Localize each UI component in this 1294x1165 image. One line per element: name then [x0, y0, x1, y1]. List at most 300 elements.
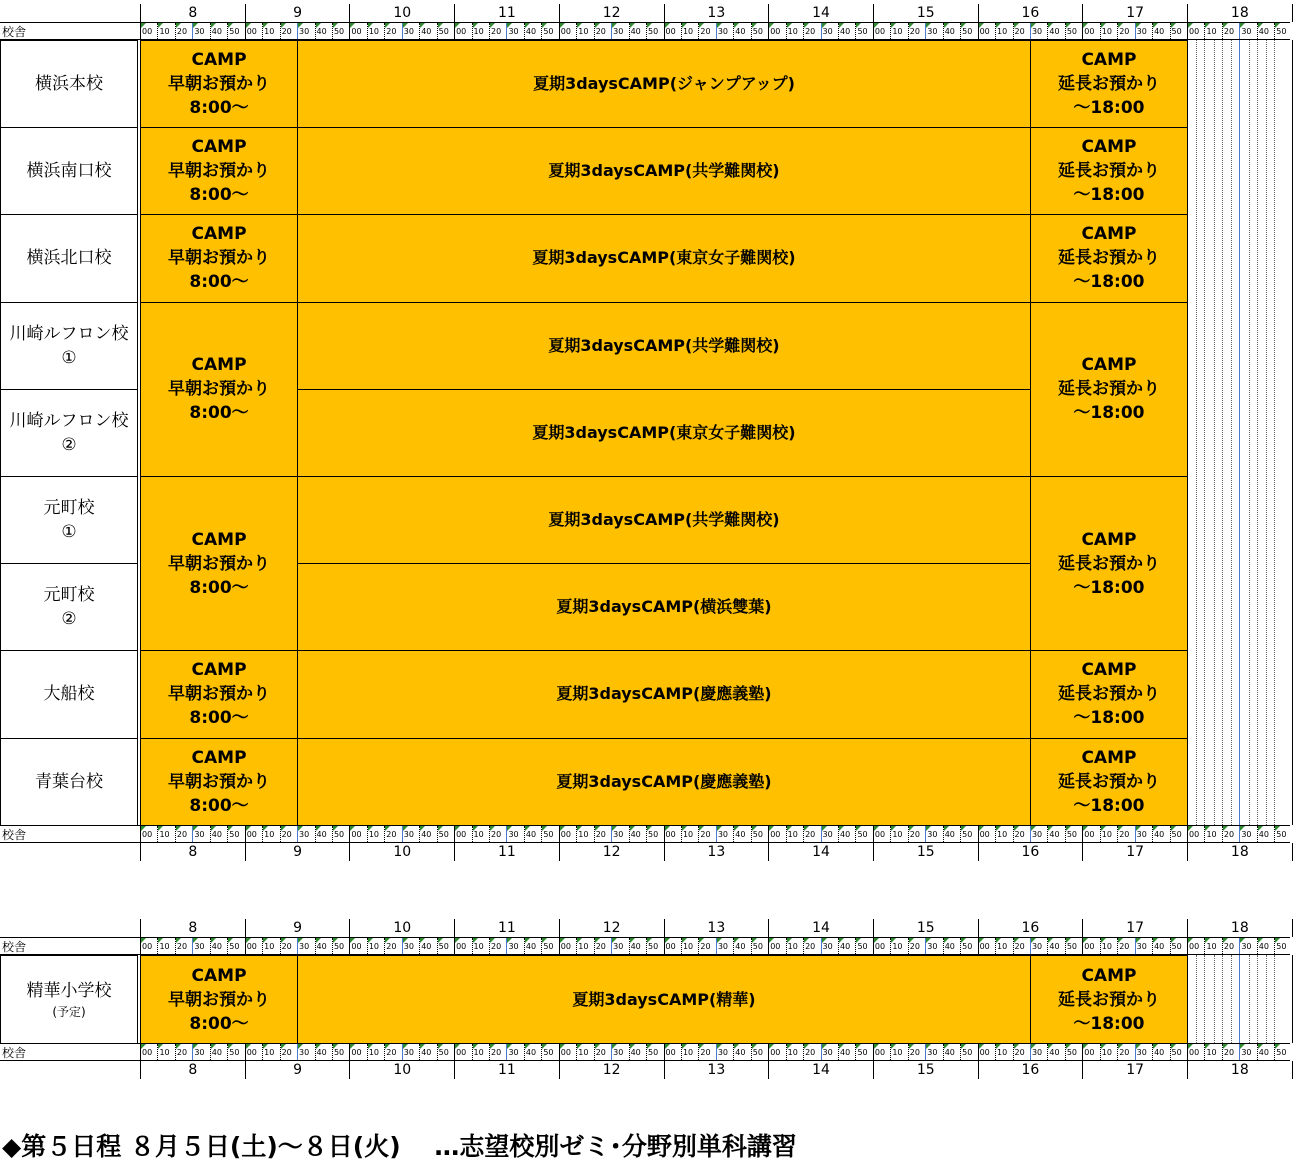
minute-label: 40 [838, 826, 855, 842]
hour-label: 8 [140, 843, 245, 861]
minute-label: 40 [838, 938, 855, 954]
minute-label: 20 [698, 23, 715, 39]
minute-label: 30 [716, 826, 733, 842]
minute-label: 00 [873, 938, 890, 954]
block-text-line: 〜18:00 [1073, 795, 1145, 816]
minute-label: 30 [402, 938, 419, 954]
block-text-line: 夏期3daysCAMP(慶應義塾) [556, 771, 772, 791]
block-text-line: CAMP [191, 529, 247, 550]
minute-label: 50 [646, 826, 663, 842]
block-text-line: 夏期3daysCAMP(横浜雙葉) [556, 597, 772, 617]
minute-label: 40 [838, 23, 855, 39]
minute-label: 20 [908, 938, 925, 954]
late-care-block [1030, 738, 1188, 826]
minute-label: 30 [821, 1044, 838, 1060]
minute-label: 10 [681, 1044, 698, 1060]
minute-label: 00 [349, 826, 366, 842]
minute-label: 20 [1013, 23, 1030, 39]
minute-label: 20 [594, 938, 611, 954]
minute-label: 10 [1204, 938, 1221, 954]
minute-label: 10 [262, 938, 279, 954]
minute-label: 10 [576, 826, 593, 842]
corner-label: 校舎 [2, 25, 27, 39]
school-name: 大船校 [43, 684, 95, 705]
minute-label: 10 [681, 23, 698, 39]
minute-label: 20 [803, 826, 820, 842]
grid-line [1292, 955, 1293, 1043]
minute-label: 00 [978, 1044, 995, 1060]
minute-label: 20 [1222, 23, 1239, 39]
minute-label: 50 [855, 23, 872, 39]
block-text-line: 早朝お預かり [168, 379, 271, 400]
hour-label: 11 [454, 4, 559, 22]
school-subtitle: (予定) [52, 1004, 86, 1019]
corner-label: 校舎 [2, 940, 27, 954]
minute-label: 00 [1187, 938, 1204, 954]
hour-label: 13 [664, 4, 769, 22]
minute-label: 40 [419, 826, 436, 842]
hour-label: 9 [245, 4, 350, 22]
minute-label: 40 [524, 826, 541, 842]
minute-label: 10 [786, 938, 803, 954]
minute-label: 40 [733, 826, 750, 842]
course-block [297, 389, 1031, 477]
minute-label: 00 [768, 1044, 785, 1060]
minute-label: 50 [646, 938, 663, 954]
school-subtitle: ② [61, 609, 77, 630]
grid-line [1239, 955, 1240, 1043]
minute-label: 50 [437, 1044, 454, 1060]
block-text-line: 延長お預かり [1057, 553, 1160, 574]
corner-label: 校舎 [2, 827, 27, 842]
minute-label: 40 [629, 23, 646, 39]
hour-label: 10 [349, 919, 454, 937]
hour-label: 10 [349, 1061, 454, 1079]
hour-end-border [1292, 919, 1293, 937]
minute-label: 40 [315, 1044, 332, 1060]
minute-label: 10 [367, 23, 384, 39]
minute-label: 20 [175, 826, 192, 842]
school-name: 青葉台校 [35, 771, 103, 792]
school-subtitle: ② [61, 434, 77, 455]
minute-label: 20 [1222, 1044, 1239, 1060]
minute-label: 10 [472, 826, 489, 842]
block-text-line: CAMP [191, 224, 247, 245]
minute-label: 20 [1222, 826, 1239, 842]
block-text-line: CAMP [1081, 747, 1137, 768]
minute-label: 40 [943, 938, 960, 954]
hour-label: 14 [768, 843, 873, 861]
hour-label: 16 [978, 843, 1083, 861]
block-text-line: 早朝お預かり [168, 553, 271, 574]
block-text-line: 早朝お預かり [168, 161, 271, 182]
minute-label: 40 [210, 23, 227, 39]
minute-label: 10 [472, 1044, 489, 1060]
minute-label: 10 [786, 826, 803, 842]
early-care-block [140, 40, 298, 128]
minute-label: 00 [1082, 1044, 1099, 1060]
minute-label: 20 [1013, 826, 1030, 842]
minute-label: 10 [576, 1044, 593, 1060]
minute-label: 50 [541, 23, 558, 39]
course-block [297, 650, 1031, 738]
minute-label: 00 [140, 23, 157, 39]
school-name: 精華小学校 [26, 980, 112, 1001]
block-text-line: 延長お預かり [1057, 771, 1160, 792]
late-care-block [1030, 214, 1188, 302]
minute-label: 30 [402, 826, 419, 842]
course-block [297, 563, 1031, 651]
minute-label: 10 [157, 1044, 174, 1060]
minute-label: 30 [506, 938, 523, 954]
minute-label: 40 [733, 23, 750, 39]
course-block [297, 476, 1031, 564]
minute-label: 40 [629, 1044, 646, 1060]
block-text-line: CAMP [1081, 50, 1137, 71]
minute-label: 50 [541, 826, 558, 842]
hour-header-top [0, 4, 1290, 22]
early-care-block [140, 476, 298, 651]
minute-label: 30 [716, 23, 733, 39]
minute-label: 40 [1152, 23, 1169, 39]
minute-label: 30 [1030, 1044, 1047, 1060]
minute-label: 20 [1117, 1044, 1134, 1060]
minute-label: 20 [803, 23, 820, 39]
hour-label: 18 [1187, 4, 1292, 22]
block-text-line: CAMP [191, 137, 247, 158]
minute-label: 20 [1117, 938, 1134, 954]
block-text-line: 夏期3daysCAMP(精華) [572, 989, 756, 1009]
block-text-line: 延長お預かり [1057, 379, 1160, 400]
block-text-line: 夏期3daysCAMP(慶應義塾) [556, 684, 772, 704]
block-text-line: 夏期3daysCAMP(東京女子難関校) [532, 422, 796, 442]
minute-label: 40 [315, 23, 332, 39]
minute-label: 10 [262, 826, 279, 842]
course-block [297, 738, 1031, 826]
minute-label: 00 [664, 23, 681, 39]
minute-label: 40 [210, 938, 227, 954]
minute-label: 30 [716, 1044, 733, 1060]
minute-label: 10 [1100, 1044, 1117, 1060]
hour-label: 15 [873, 4, 978, 22]
hour-label: 17 [1082, 843, 1187, 861]
early-care-block [140, 955, 298, 1044]
minute-label: 10 [786, 1044, 803, 1060]
minute-label: 20 [1117, 23, 1134, 39]
minute-label: 40 [419, 1044, 436, 1060]
grid-line [1249, 40, 1250, 825]
minute-label: 00 [768, 23, 785, 39]
block-text-line: CAMP [191, 747, 247, 768]
minute-label: 40 [943, 826, 960, 842]
school-name: 川崎ルフロン校 [9, 323, 129, 344]
minute-label: 00 [349, 1044, 366, 1060]
course-block [297, 955, 1031, 1044]
minute-label: 50 [1170, 1044, 1187, 1060]
block-text-line: 延長お預かり [1057, 161, 1160, 182]
minute-label: 00 [559, 23, 576, 39]
minute-label: 20 [1222, 938, 1239, 954]
hour-label: 10 [349, 4, 454, 22]
minute-label: 10 [157, 826, 174, 842]
grid-line [1274, 955, 1275, 1043]
minute-label: 50 [751, 826, 768, 842]
hour-label: 12 [559, 843, 664, 861]
course-block [297, 127, 1031, 215]
block-text-line: 〜18:00 [1073, 185, 1145, 206]
minute-label: 40 [1152, 826, 1169, 842]
minute-label: 30 [1239, 826, 1256, 842]
minute-label: 10 [890, 23, 907, 39]
block-text-line: CAMP [1081, 965, 1137, 986]
minute-label: 00 [664, 826, 681, 842]
minute-header-top [0, 937, 1290, 955]
minute-label: 20 [698, 1044, 715, 1060]
grid-line [1249, 955, 1250, 1043]
grid-line [1222, 40, 1223, 825]
minute-label: 30 [821, 826, 838, 842]
hour-label: 8 [140, 919, 245, 937]
hour-label: 9 [245, 1061, 350, 1079]
hour-label: 17 [1082, 1061, 1187, 1079]
minute-label: 10 [995, 826, 1012, 842]
block-text-line: 夏期3daysCAMP(ジャンプアップ) [533, 74, 795, 94]
minute-label: 20 [384, 23, 401, 39]
block-text-line: 〜18:00 [1073, 272, 1145, 293]
late-care-block [1030, 302, 1188, 477]
block-text-line: 早朝お預かり [168, 684, 271, 705]
early-care-block [140, 214, 298, 302]
minute-label: 20 [489, 23, 506, 39]
minute-label: 40 [1047, 23, 1064, 39]
minute-label: 00 [768, 826, 785, 842]
course-block [297, 40, 1031, 128]
school-name: 元町校 [43, 585, 95, 606]
minute-label: 50 [1065, 938, 1082, 954]
grid-line [1257, 955, 1258, 1043]
minute-label: 10 [472, 938, 489, 954]
minute-label: 30 [925, 826, 942, 842]
minute-label: 50 [751, 938, 768, 954]
minute-label: 30 [1239, 23, 1256, 39]
minute-label: 20 [384, 826, 401, 842]
grid-line [1204, 955, 1205, 1043]
minute-label: 50 [646, 23, 663, 39]
minute-label: 20 [175, 938, 192, 954]
hour-label: 12 [559, 4, 664, 22]
schedule-section-title: ◆第５日程 ８月５日(土)〜８日(火) …志望校別ゼミ･分野別単科講習 [2, 1132, 797, 1161]
minute-label: 00 [454, 826, 471, 842]
minute-label: 50 [1065, 23, 1082, 39]
minute-label: 00 [140, 826, 157, 842]
hour-label: 8 [140, 4, 245, 22]
minute-label: 20 [175, 23, 192, 39]
minute-label: 20 [280, 1044, 297, 1060]
minute-label: 00 [873, 23, 890, 39]
hour-header-top [0, 919, 1290, 937]
block-text-line: 8:00〜 [189, 185, 249, 206]
minute-label: 30 [611, 1044, 628, 1060]
minute-label: 50 [1065, 826, 1082, 842]
minute-label: 00 [1082, 23, 1099, 39]
course-block [297, 214, 1031, 302]
minute-label: 20 [1013, 938, 1030, 954]
minute-label: 10 [786, 23, 803, 39]
block-text-line: CAMP [191, 965, 247, 986]
hour-label: 10 [349, 843, 454, 861]
minute-label: 10 [472, 23, 489, 39]
grid-line [1214, 40, 1215, 825]
minute-label: 30 [506, 826, 523, 842]
minute-label: 20 [384, 1044, 401, 1060]
hour-label: 16 [978, 1061, 1083, 1079]
minute-label: 50 [227, 826, 244, 842]
block-text-line: 〜18:00 [1073, 577, 1145, 598]
minute-label: 10 [157, 938, 174, 954]
hour-label: 16 [978, 919, 1083, 937]
hour-label: 13 [664, 843, 769, 861]
minute-label: 50 [1274, 23, 1291, 39]
minute-label: 00 [559, 826, 576, 842]
minute-label: 40 [1047, 938, 1064, 954]
minute-label: 20 [698, 938, 715, 954]
minute-label: 20 [489, 826, 506, 842]
minute-label: 10 [1204, 1044, 1221, 1060]
minute-label: 50 [1170, 938, 1187, 954]
hour-end-border [1292, 843, 1293, 861]
minute-label: 30 [611, 938, 628, 954]
school-subtitle: ① [61, 347, 77, 368]
minute-label: 30 [192, 23, 209, 39]
school-name: 横浜南口校 [26, 161, 112, 182]
minute-label: 20 [594, 826, 611, 842]
block-text-line: CAMP [191, 50, 247, 71]
block-text-line: 8:00〜 [189, 708, 249, 729]
minute-label: 30 [506, 1044, 523, 1060]
minute-label: 00 [978, 23, 995, 39]
minute-label: 40 [210, 826, 227, 842]
minute-label: 00 [559, 938, 576, 954]
minute-label: 30 [1135, 1044, 1152, 1060]
minute-label: 50 [437, 938, 454, 954]
minute-label: 10 [367, 938, 384, 954]
minute-label: 50 [227, 1044, 244, 1060]
hour-label: 15 [873, 1061, 978, 1079]
minute-label: 30 [297, 938, 314, 954]
minute-label: 00 [454, 938, 471, 954]
minute-label: 00 [245, 1044, 262, 1060]
hour-label: 9 [245, 843, 350, 861]
minute-label: 50 [332, 1044, 349, 1060]
minute-label: 50 [227, 938, 244, 954]
minute-header-bottom [0, 825, 1290, 843]
early-care-block [140, 738, 298, 826]
minute-label: 00 [349, 938, 366, 954]
minute-label: 40 [1257, 23, 1274, 39]
course-block [297, 302, 1031, 390]
minute-label: 40 [733, 938, 750, 954]
block-text-line: 〜18:00 [1073, 1013, 1145, 1034]
minute-label: 30 [192, 938, 209, 954]
late-care-block [1030, 955, 1188, 1044]
minute-label: 20 [489, 1044, 506, 1060]
minute-label: 40 [629, 938, 646, 954]
block-text-line: 〜18:00 [1073, 403, 1145, 424]
minute-label: 50 [332, 826, 349, 842]
minute-label: 40 [524, 1044, 541, 1060]
block-text-line: 延長お預かり [1057, 989, 1160, 1010]
minute-label: 10 [890, 1044, 907, 1060]
block-text-line: 延長お預かり [1057, 248, 1160, 269]
minute-label: 10 [1100, 938, 1117, 954]
minute-label: 00 [140, 938, 157, 954]
grid-line [1196, 955, 1197, 1043]
block-text-line: 早朝お預かり [168, 771, 271, 792]
hour-label: 12 [559, 1061, 664, 1079]
block-text-line: 8:00〜 [189, 403, 249, 424]
minute-label: 40 [1152, 938, 1169, 954]
minute-label: 20 [1117, 826, 1134, 842]
hour-label: 11 [454, 1061, 559, 1079]
minute-label: 00 [454, 1044, 471, 1060]
hour-header-bottom [0, 843, 1290, 861]
block-text-line: CAMP [191, 355, 247, 376]
minute-label: 20 [594, 23, 611, 39]
minute-label: 50 [855, 938, 872, 954]
minute-label: 40 [943, 23, 960, 39]
minute-label: 00 [1187, 1044, 1204, 1060]
hour-end-border [1292, 1061, 1293, 1079]
minute-label: 30 [1030, 938, 1047, 954]
minute-label: 00 [559, 1044, 576, 1060]
block-text-line: 夏期3daysCAMP(共学難関校) [548, 510, 780, 530]
minute-label: 30 [1030, 23, 1047, 39]
minute-label: 50 [332, 938, 349, 954]
early-care-block [140, 650, 298, 738]
minute-label: 40 [943, 1044, 960, 1060]
minute-label: 10 [1100, 23, 1117, 39]
minute-label: 00 [873, 826, 890, 842]
minute-label: 50 [1065, 1044, 1082, 1060]
block-text-line: CAMP [1081, 529, 1137, 550]
minute-label: 30 [297, 826, 314, 842]
school-name: 横浜北口校 [26, 248, 112, 269]
minute-label: 30 [925, 1044, 942, 1060]
grid-line [1274, 40, 1275, 825]
minute-label: 50 [1170, 826, 1187, 842]
minute-label: 20 [908, 23, 925, 39]
minute-label: 30 [1135, 938, 1152, 954]
hour-label: 18 [1187, 919, 1292, 937]
minute-header-top [0, 22, 1290, 40]
minute-label: 10 [995, 938, 1012, 954]
minute-label: 50 [1274, 1044, 1291, 1060]
minute-label: 00 [664, 1044, 681, 1060]
minute-label: 40 [315, 938, 332, 954]
minute-label: 20 [594, 1044, 611, 1060]
hour-end-border [1292, 4, 1293, 22]
minute-label: 10 [1204, 23, 1221, 39]
grid-line [1266, 955, 1267, 1043]
minute-label: 30 [192, 826, 209, 842]
minute-label: 10 [367, 1044, 384, 1060]
minute-label: 40 [1047, 826, 1064, 842]
hour-label: 18 [1187, 843, 1292, 861]
minute-label: 10 [995, 1044, 1012, 1060]
minute-label: 40 [524, 938, 541, 954]
hour-label: 13 [664, 1061, 769, 1079]
minute-label: 30 [925, 938, 942, 954]
